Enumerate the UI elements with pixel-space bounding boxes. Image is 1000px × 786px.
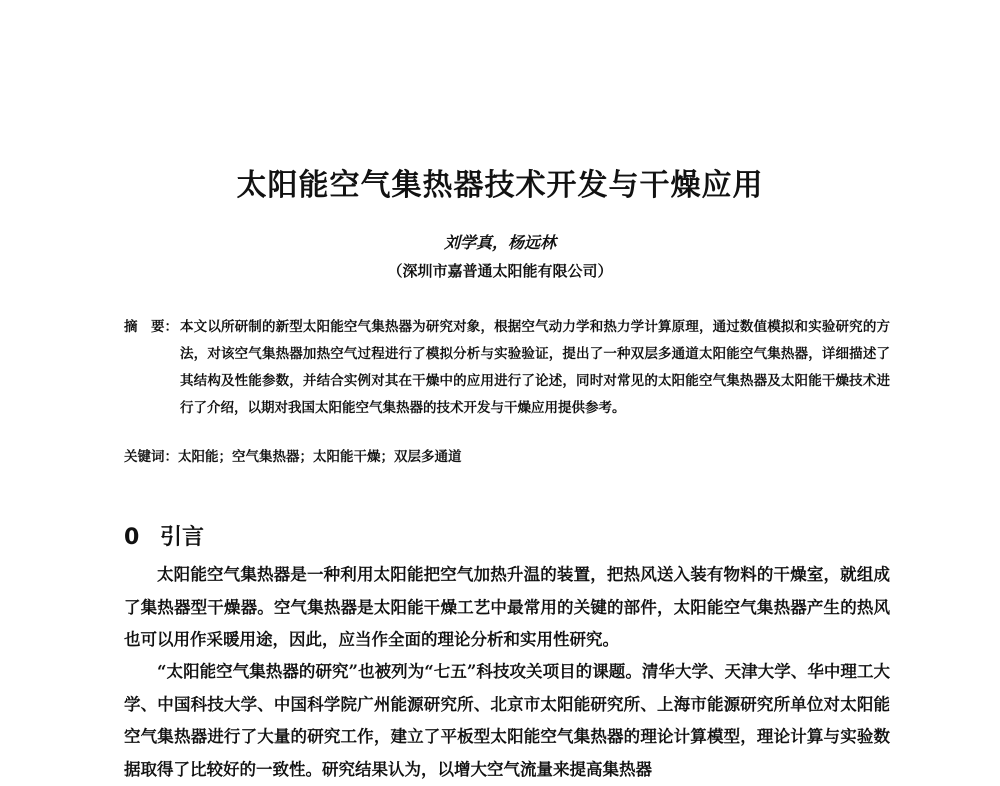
body-paragraph-1: 太阳能空气集热器是一种利用太阳能把空气加热升温的装置，把热风送入装有物料的干燥室，就组成了集热器型干燥器。空气集热器是太阳能干燥工艺中最常用的关键的部件，太阳能空气集热器产生的热风也可以用作采暖用途，因此，应当作全面的理论分析和实用性研究。 [124, 565, 890, 649]
keywords-label: 关键词： [124, 449, 178, 465]
abstract-text: 本文以所研制的新型太阳能空气集热器为研究对象，根据空气动力学和热力学计算原理，通过数值模拟和实验研究的方法，对该空气集热器加热空气过程进行了模拟分析与实验验证，提出了一种双层多通道太阳能空气集热器，详细描述了其结构及性能参数，并结合实例对其在干燥中的应用进行了论述，同时对常见的太阳能空气集热器及太阳能干燥技术进行了介绍，以期对我国太阳能空气集热器的技术开发与干燥应用提供参考。 [180, 319, 890, 416]
abstract-block [124, 314, 890, 422]
keywords-line [124, 445, 890, 465]
body-paragraph-2: “太阳能空气集热器的研究”也被列为“七五”科技攻关项目的课题。清华大学、天津大学、华中理工大学、中国科技大学、中国科学院广州能源研究所、北京市太阳能研究所、上海市能源研究所单位对太阳能空气集热器进行了大量的研究工作，建立了平板型太阳能空气集热器的理论计算模型，理论计算与实验数据取得了比较好的一致性。研究结果认为，以增大空气流量来提高集热器 [124, 662, 890, 779]
paper-affiliation: （深圳市嘉普通太阳能有限公司） [387, 262, 613, 280]
keywords-text: 太阳能；空气集热器；太阳能干燥；双层多通道 [178, 449, 462, 465]
section-title: 引言 [160, 525, 205, 550]
section-heading [124, 520, 204, 551]
abstract-label: 摘 要： [124, 319, 178, 335]
paper-title: 太阳能空气集热器技术开发与干燥应用 [236, 168, 764, 203]
section-number: 0 [124, 525, 140, 550]
paper-authors: 刘学真，杨远林 [443, 233, 556, 252]
